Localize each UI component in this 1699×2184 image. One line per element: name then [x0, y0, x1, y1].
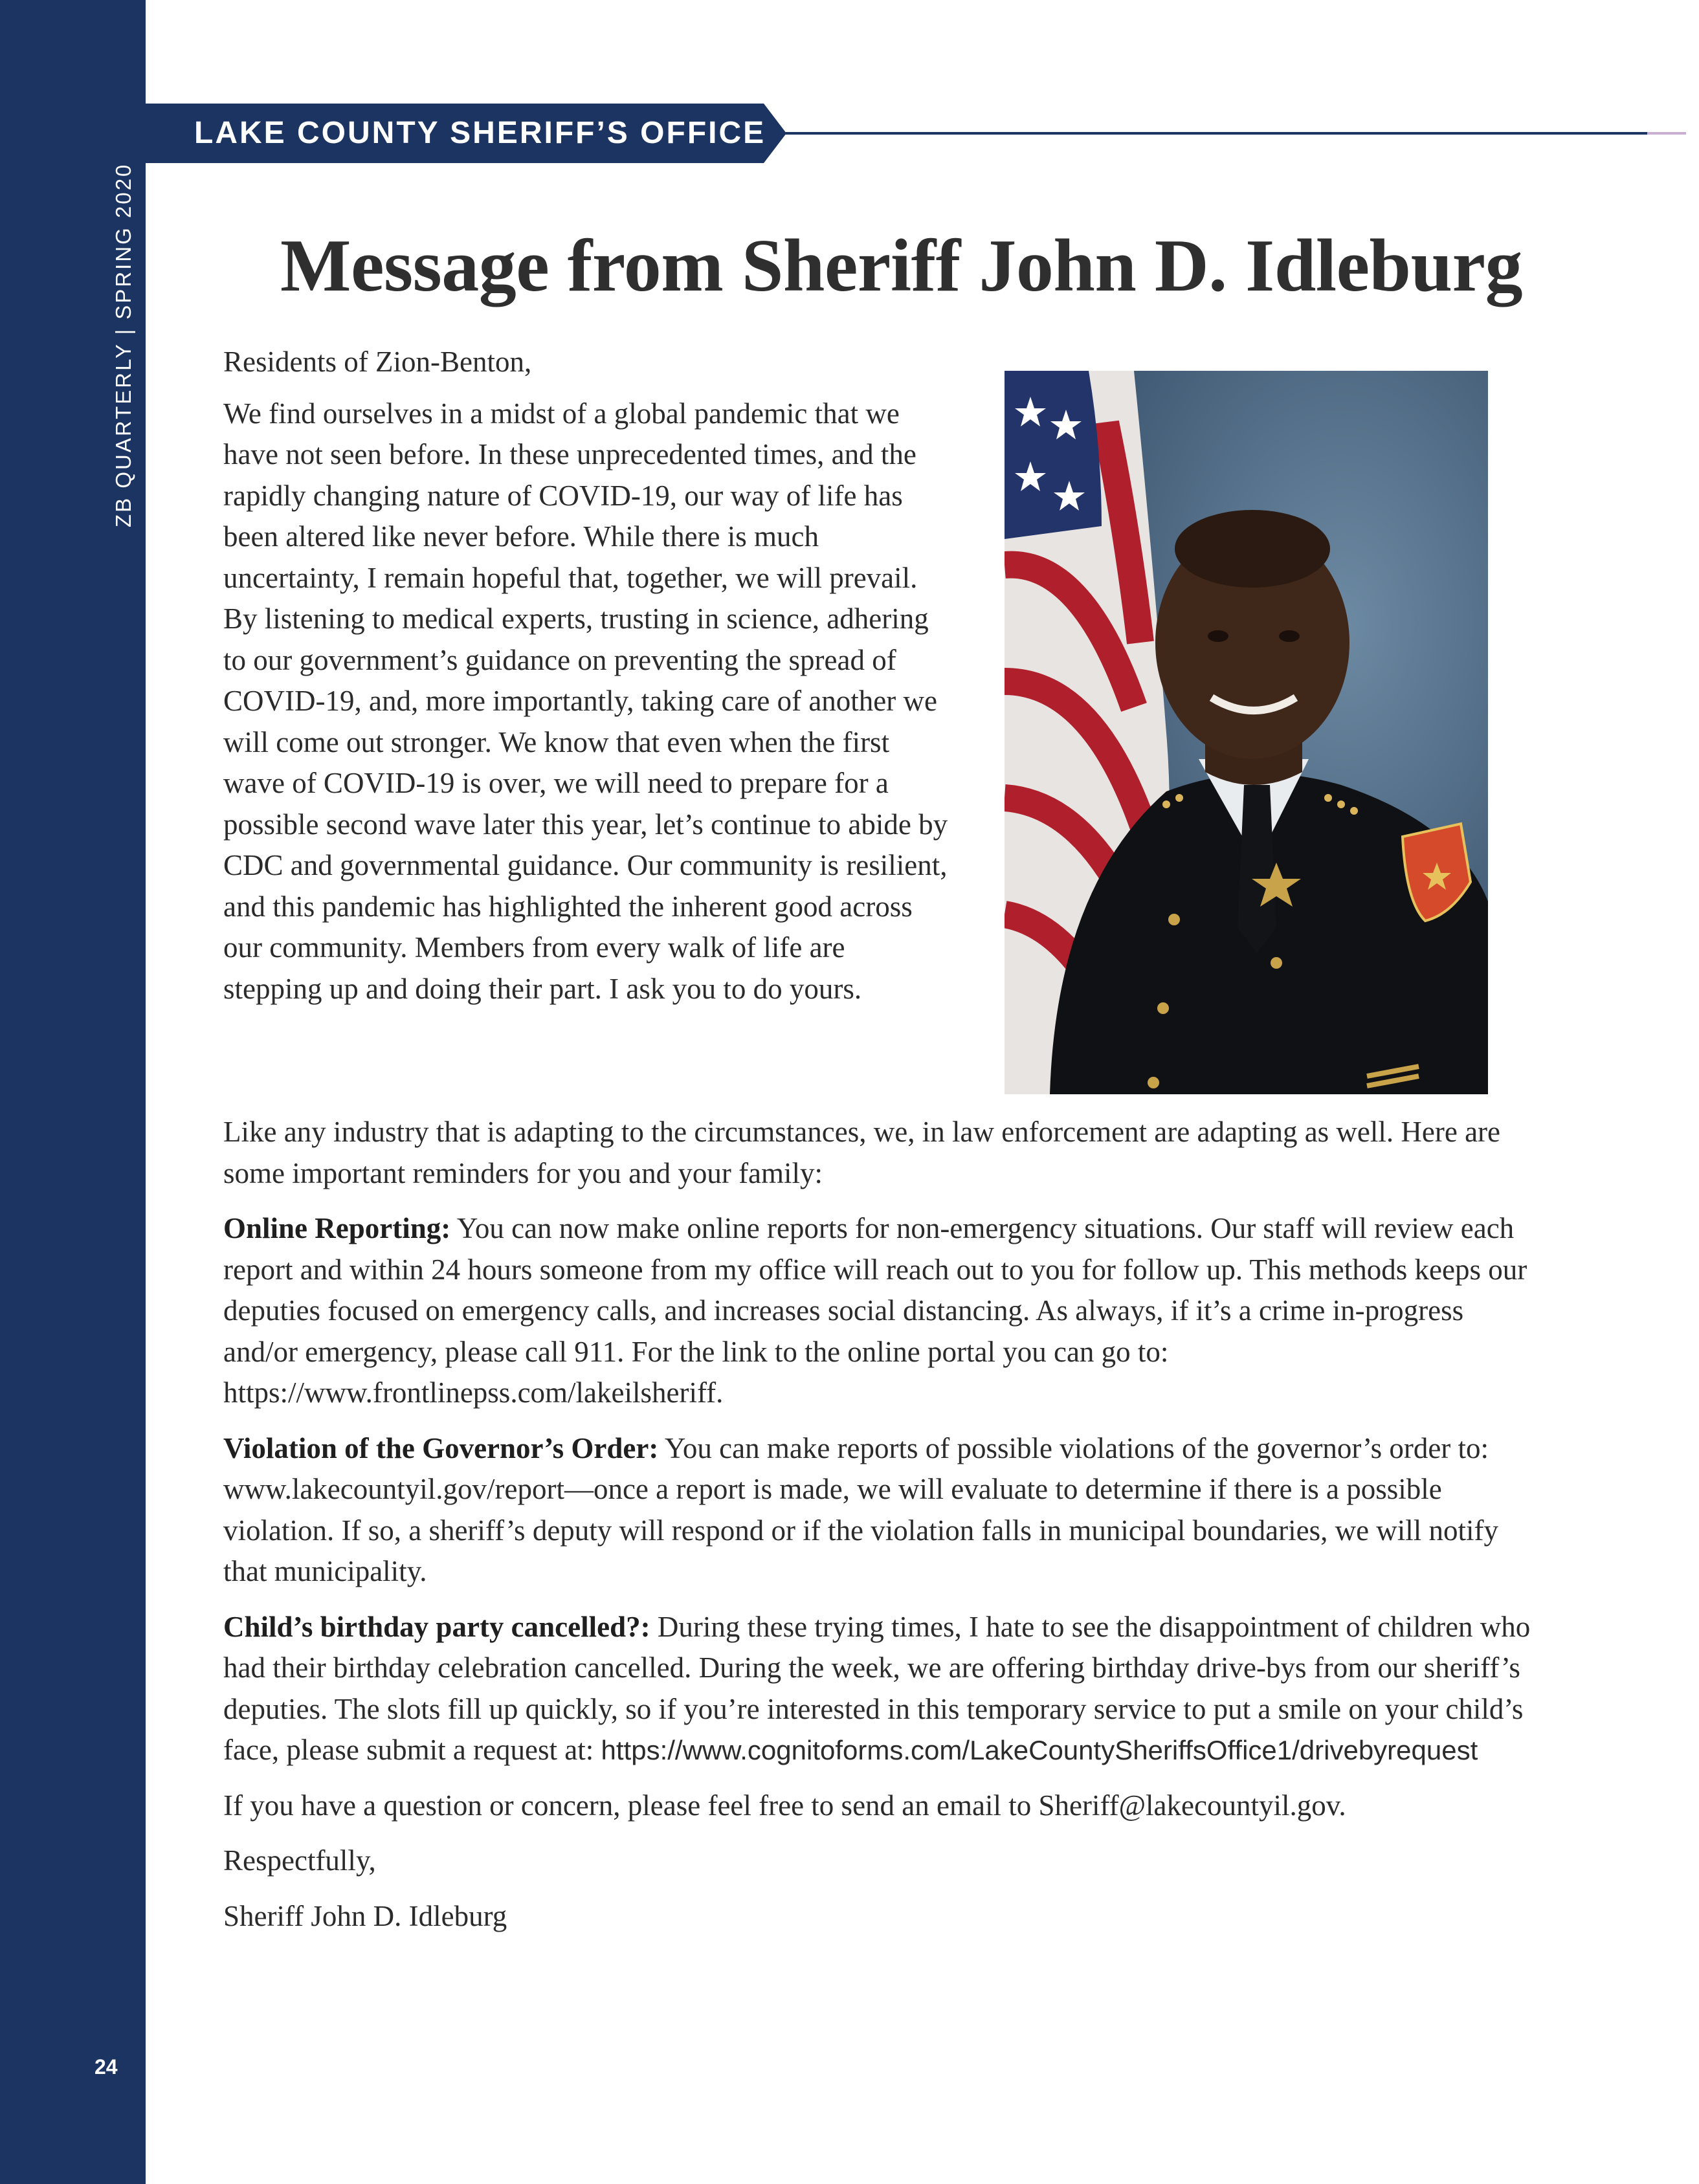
sheriff-portrait	[1005, 371, 1488, 1094]
governor-order-heading: Violation of the Governor’s Order:	[223, 1431, 659, 1464]
letter-body	[223, 1112, 1544, 1951]
header-rule	[780, 132, 1647, 135]
header-rule-tip	[1647, 132, 1686, 135]
online-reporting-paragraph	[223, 1208, 1544, 1414]
governor-order-text: You can make reports of possible violations of the governor’s order to: www.lakecountyil.gov/report—once a report is made, we will evaluate to determine if there is a possible violation. If so, a sheriff’s deputy will respond or if the violation falls in municipal boundaries, we will notify that municipality.	[223, 1431, 1499, 1587]
intro-paragraph: We find ourselves in a midst of a global pandemic that we have not seen before. In these unprecedented times, and the rapidly changing nature of COVID-19, our way of life has been altered like never before. While there is much uncertainty, I remain hopeful that, together, we will prevail. By listening to medical experts, trusting in science, adhering to our government’s guidance on preventing the spread of COVID-19, and, more importantly, taking care of another we will come out stronger. We know that even when the first wave of COVID-19 is over, we will need to prepare for a possible second wave later this year, let’s continue to abide by CDC and governmental guidance. Our community is resilient, and this pandemic has highlighted the inherent good across our community. Members from every walk of life are stepping up and doing their part. I ask you to do yours.	[223, 397, 948, 1005]
governor-order-paragraph	[223, 1428, 1544, 1593]
birthday-heading: Child’s birthday party cancelled?:	[223, 1610, 650, 1643]
greeting: Residents of Zion-Benton,	[223, 346, 532, 378]
birthday-request-link[interactable]: https://www.cognitoforms.com/LakeCountySheriffsOffice1/drivebyrequest	[601, 1735, 1478, 1765]
header-banner	[146, 104, 786, 163]
online-reporting-text: You can now make online reports for non-emergency situations. Our staff will review each report and within 24 hours someone from my office will reach out to you for follow up. This methods keeps our deputies focused on emergency calls, and increases social distancing. As always, if it’s a crime in-progress and/or emergency, please call 911. For the link to the online portal you can go to: https://www.frontlinepss.com/lakeilsheriff.	[223, 1212, 1527, 1409]
question-paragraph: If you have a question or concern, please feel free to send an email to Sheriff@lakecountyil.gov.	[223, 1789, 1346, 1822]
birthday-paragraph	[223, 1607, 1544, 1771]
letter-intro-column	[223, 342, 948, 1020]
online-reporting-heading: Online Reporting:	[223, 1212, 451, 1244]
sidebar	[0, 0, 146, 2184]
signature: Sheriff John D. Idleburg	[223, 1899, 507, 1932]
adapting-paragraph: Like any industry that is adapting to the circumstances, we, in law enforcement are adapting as well. Here are some important reminders for you and your family:	[223, 1116, 1501, 1189]
birthday-text: During these trying times, I hate to see the disappointment of children who had their birthday celebration cancelled. During the week, we are offering birthday drive-bys from our sheriff’s deputies. The slots fill up quickly, so if you’re interested in this temporary service to put a smile on your child’s face, please submit a request at:	[223, 1610, 1531, 1766]
closing: Respectfully,	[223, 1844, 376, 1877]
banner-title: LAKE COUNTY SHERIFF’S OFFICE	[194, 116, 766, 150]
page-number: 24	[94, 2055, 118, 2079]
portrait-illustration	[1005, 371, 1488, 1094]
publication-label: ZB QUARTERLY | SPRING 2020	[111, 162, 135, 527]
page-title: Message from Sheriff John D. Idleburg	[280, 225, 1523, 307]
